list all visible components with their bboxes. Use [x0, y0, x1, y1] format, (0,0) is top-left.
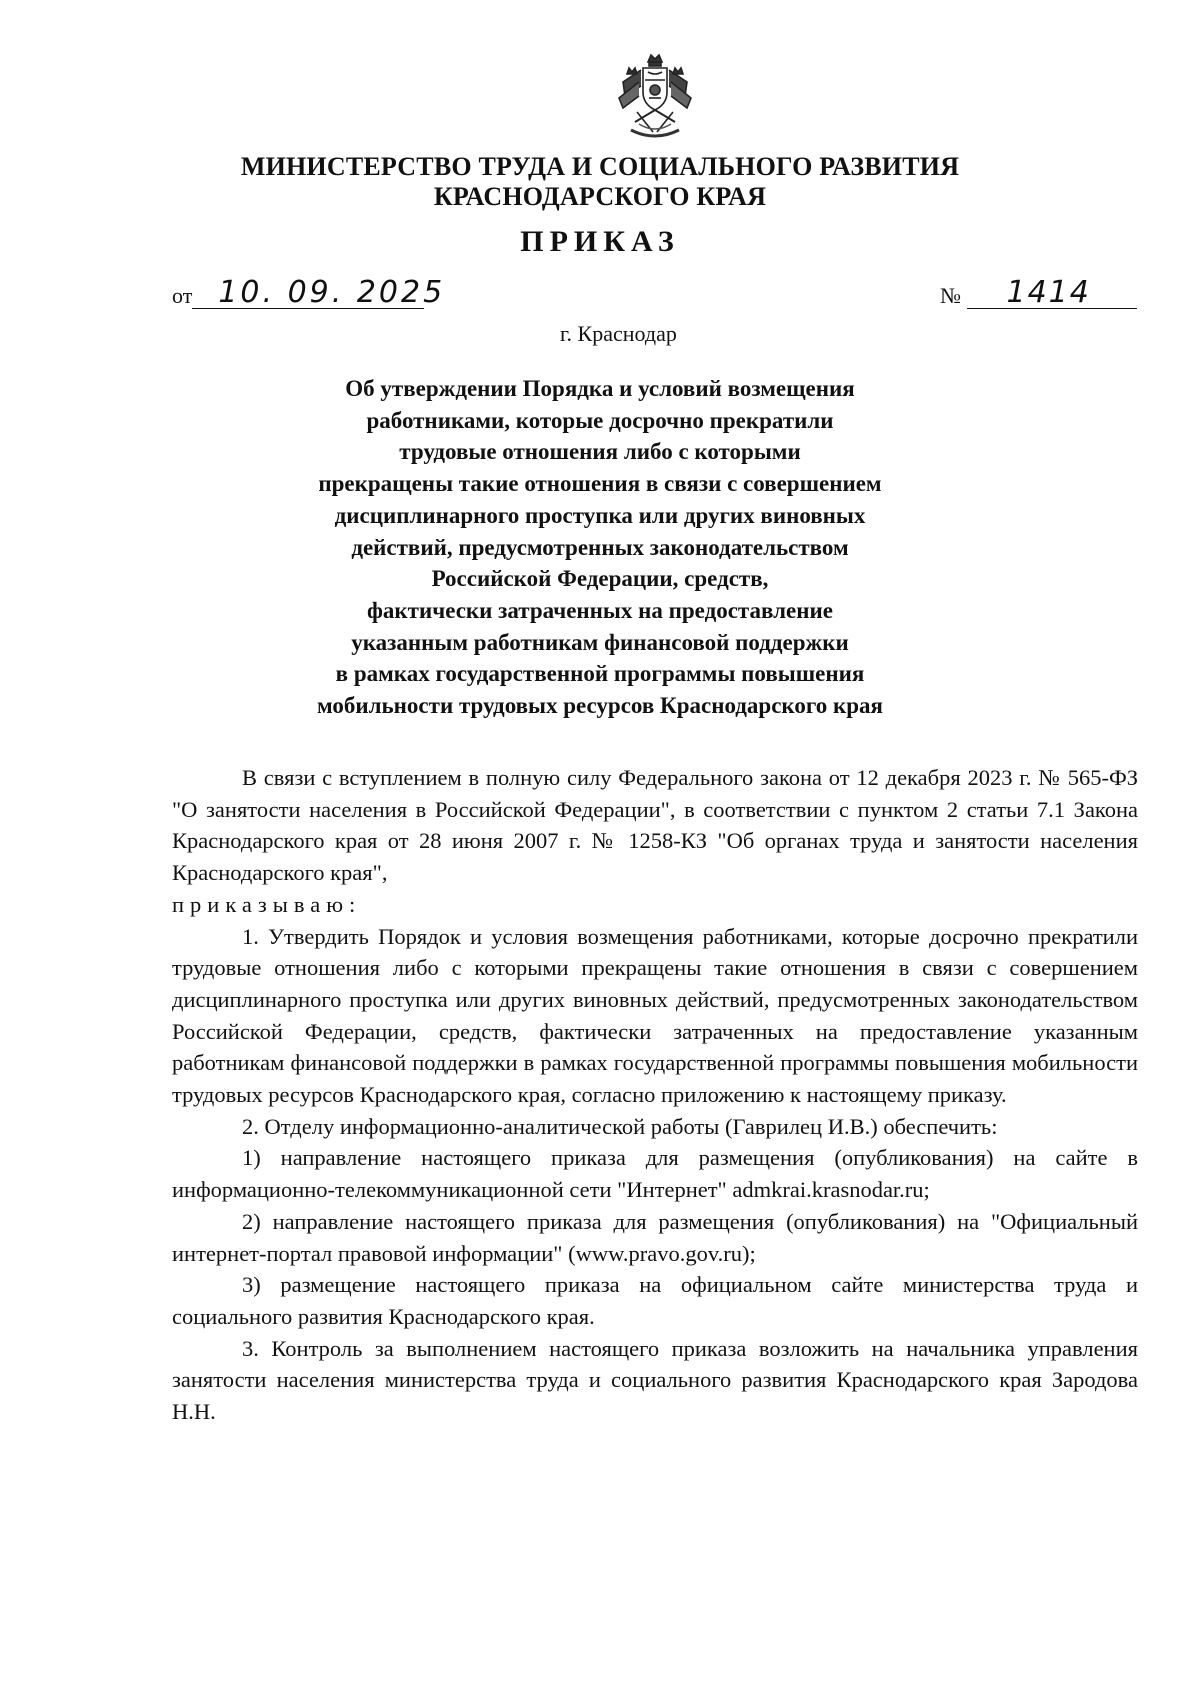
subject-line: мобильности трудовых ресурсов Краснодарского края — [317, 693, 883, 719]
preamble-paragraph: В связи с вступлением в полную силу Федерального закона от 12 декабря 2023 г. № 565-ФЗ "О занятости населения в Российской Федерации", в соответствии с пунктом 2 статьи 7.1 Закона Краснодарского края от 28 июня 2007 г. № 1258-КЗ "Об органах труда и занятости населения Краснодарского края", — [172, 765, 1138, 886]
city: г. Краснодар — [560, 321, 677, 346]
handwritten-number: 1414 — [967, 278, 1137, 309]
subject-line: в рамках государственной программы повышения — [335, 661, 865, 687]
ministry-title-line2: КРАСНОДАРСКОГО КРАЯ — [433, 182, 767, 211]
handwritten-date: 10. 09. 2025 — [192, 278, 424, 309]
subject-line: трудовые отношения либо с которыми — [399, 439, 801, 465]
subject-line: фактически затраченных на предоставление — [367, 597, 833, 623]
date-prefix: от — [172, 283, 193, 308]
document-type: ПРИКАЗ — [520, 225, 680, 258]
subject-line: работниками, которые досрочно прекратили — [366, 407, 834, 433]
date-line — [172, 275, 446, 310]
order-word-paragraph — [172, 889, 1138, 921]
subject-line: действий, предусмотренных законодательством — [351, 534, 849, 560]
item-2-3-paragraph: 3) размещение настоящего приказа на официальном сайте министерства труда и социального развития Краснодарского края. — [172, 1272, 1138, 1329]
ministry-title — [160, 152, 1040, 212]
subject-line: Об утверждении Порядка и условий возмещения — [345, 376, 855, 401]
item-2-paragraph: 2. Отделу информационно-аналитической работы (Гаврилец И.В.) обеспечить: — [242, 1113, 998, 1139]
subject-line: дисциплинарного проступка или других виновных — [334, 502, 866, 528]
subject-line: Российской Федерации, средств, — [431, 566, 769, 592]
order-body — [172, 762, 1138, 1428]
order-subject — [180, 373, 1020, 722]
subject-line: прекращены такие отношения в связи с совершением — [318, 471, 882, 497]
number-line — [940, 275, 1137, 310]
item-2-1-paragraph: 1) направление настоящего приказа для размещения (опубликования) на сайте в информационно-телекоммуникационной сети "Интернет" admkrai.krasnodar.ru; — [172, 1145, 1138, 1203]
item-3-paragraph: 3. Контроль за выполнением настоящего приказа возложить на начальника управления занятости населения министерства труда и социального развития Краснодарского края Зародова Н.Н. — [172, 1335, 1138, 1425]
coat-of-arms-icon — [615, 52, 695, 144]
subject-line: указанным работникам финансовой поддержки — [351, 629, 849, 655]
order-word: приказываю: — [172, 891, 362, 917]
item-1-paragraph: 1. Утвердить Порядок и условия возмещения работниками, которые досрочно прекратили трудовые отношения либо с которыми прекращены такие отношения в связи с совершением дисциплинарного проступка или других виновных действий, предусмотренных законодательством Российской Федерации, средств, фактически затраченных на предоставление указанным работникам финансовой поддержки в рамках государственной программы повышения мобильности трудовых ресурсов Краснодарского края, согласно приложению к настоящему приказу. — [172, 923, 1138, 1108]
ministry-title-line1: МИНИСТЕРСТВО ТРУДА И СОЦИАЛЬНОГО РАЗВИТИЯ — [240, 152, 960, 181]
item-2-2-paragraph: 2) направление настоящего приказа для размещения (опубликования) на "Официальный интернет-портал правовой информации" (www.pravo.gov.ru); — [172, 1208, 1138, 1266]
number-prefix: № — [940, 283, 961, 308]
